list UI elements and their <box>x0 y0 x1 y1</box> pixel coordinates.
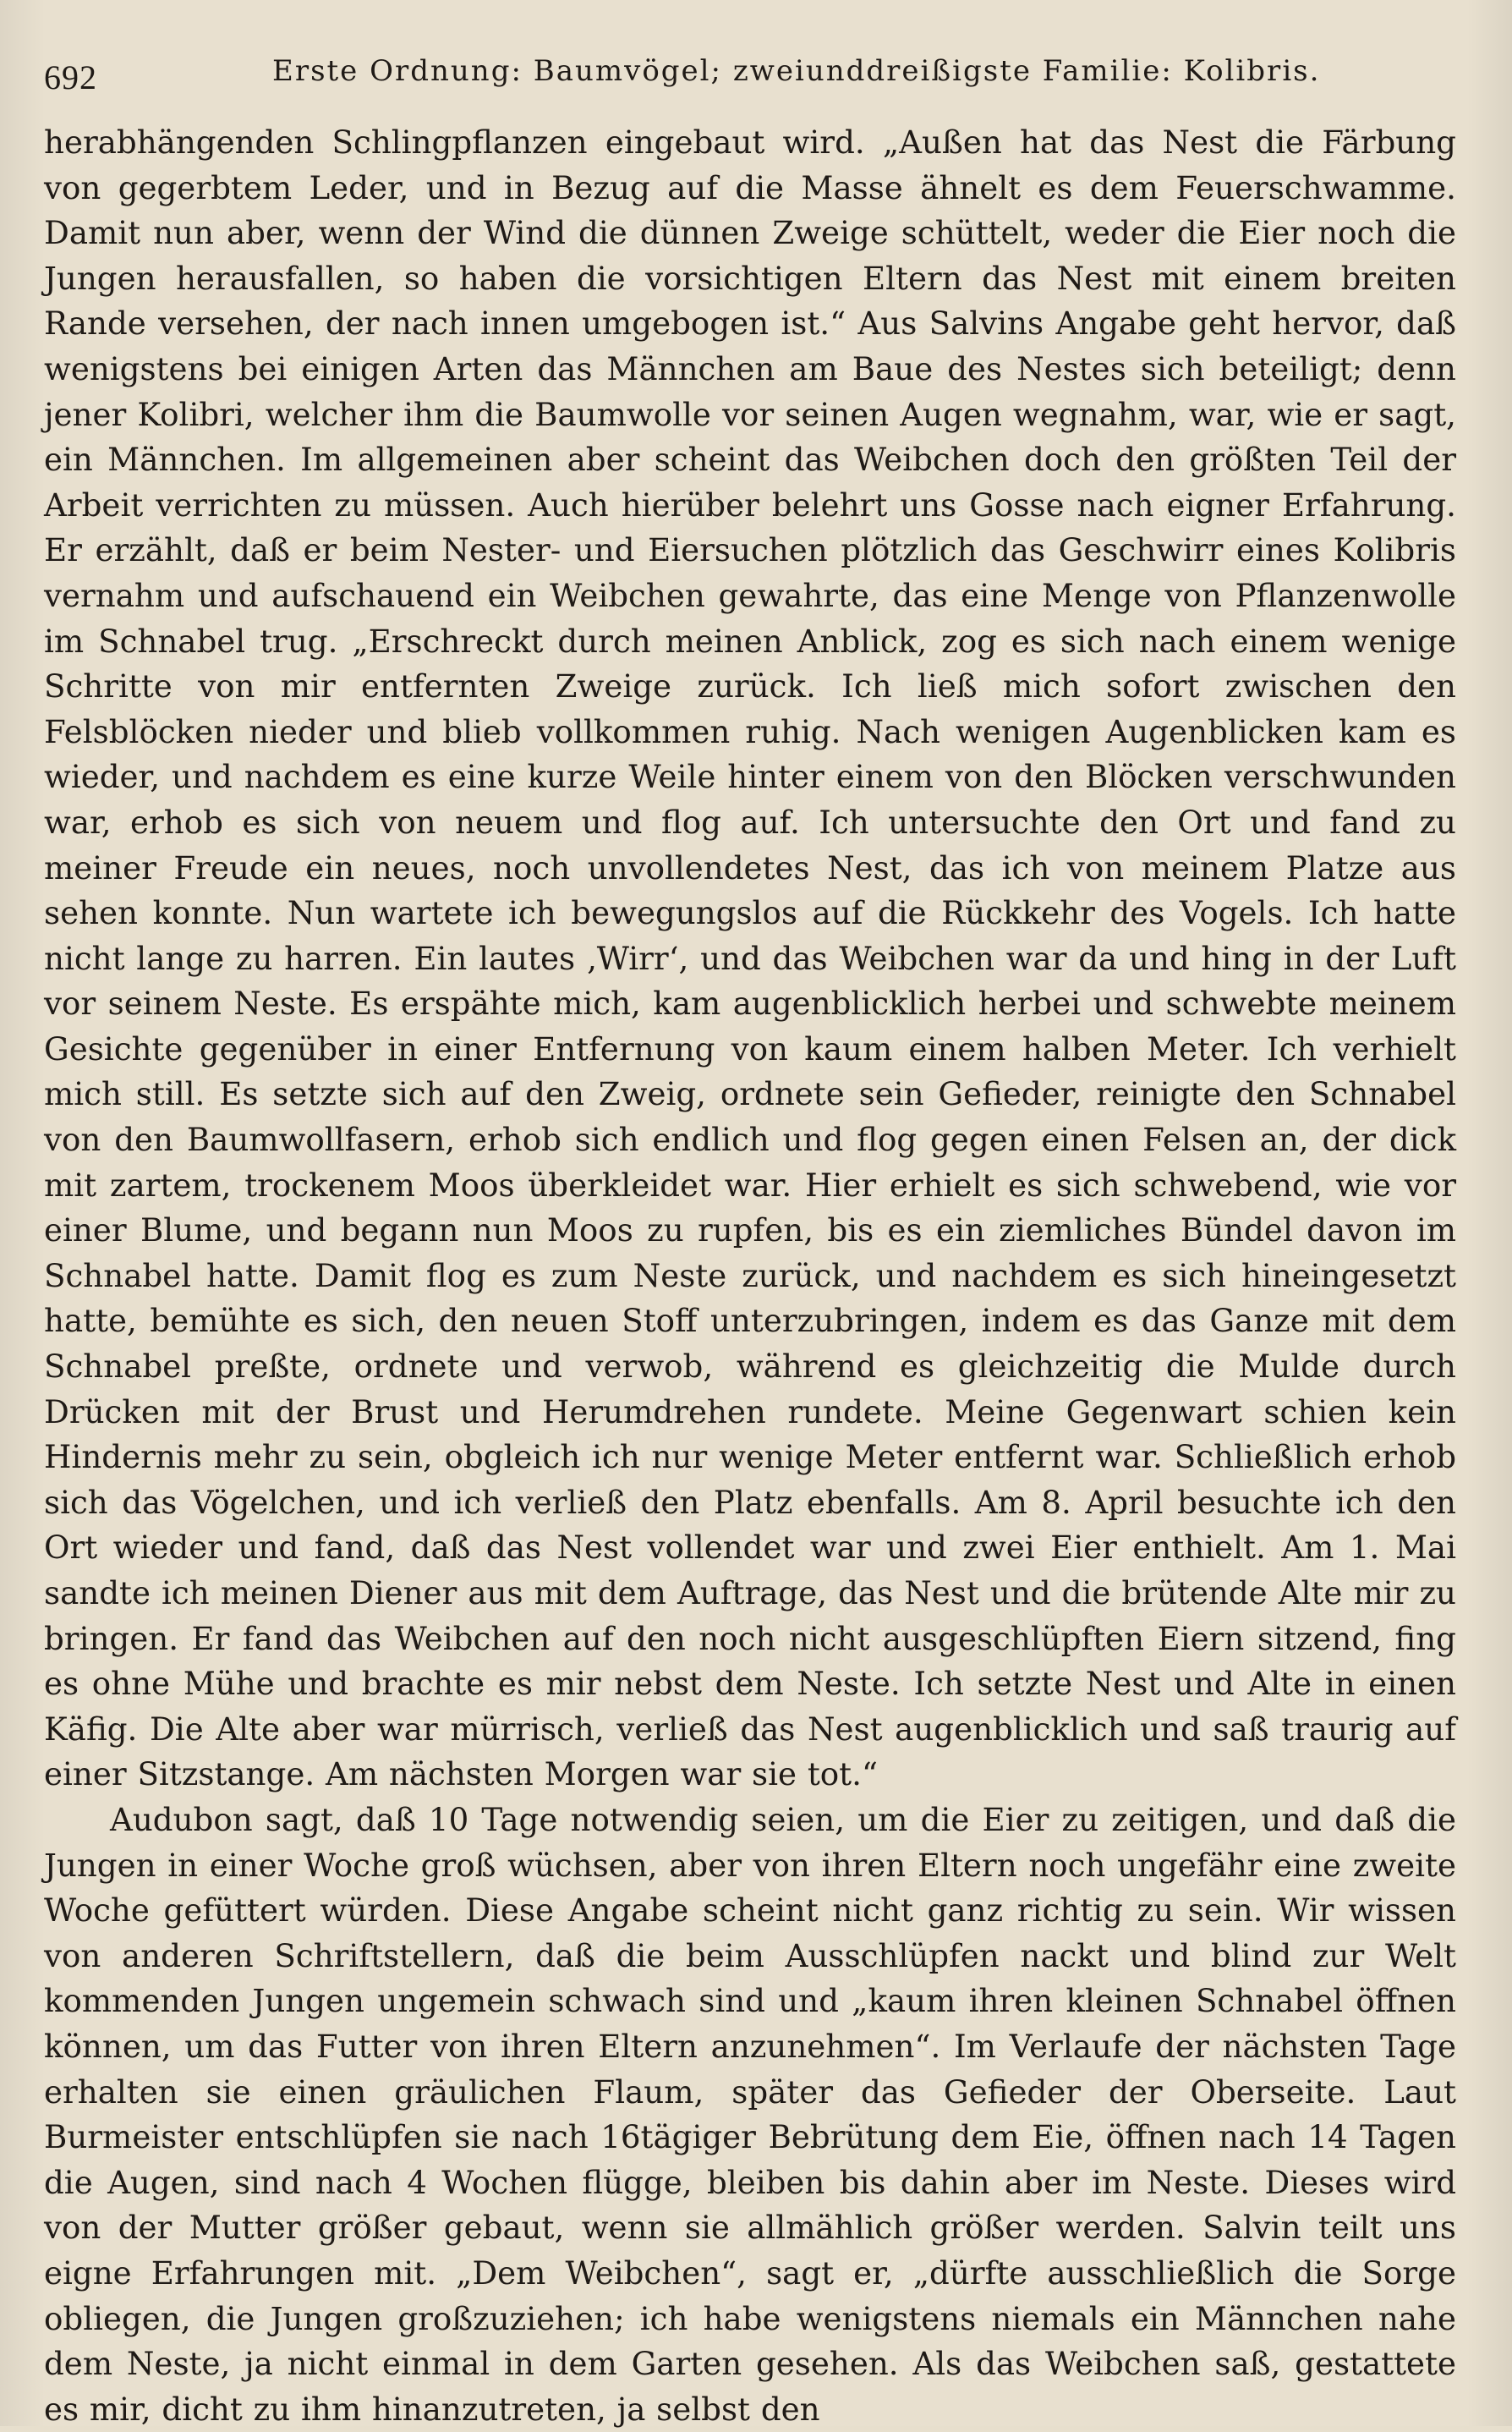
paragraph: herabhängenden Schlingpflanzen eingebaut wird. „Außen hat das Nest die Färbung von gegerbtem Leder, und in Bezug auf die Masse ähnelt es dem Feuerschwamme. Damit nun aber, wenn der Wind die dünnen Zweige schüttelt, weder die Eier noch die Jungen herausfallen, so haben die vorsichtigen Eltern das Nest mit einem breiten Rande versehen, der nach innen umgebogen ist.“ Aus Salvins Angabe geht hervor, daß wenigstens bei einigen Arten das Männchen am Baue des Nestes sich beteiligt; denn jener Kolibri, welcher ihm die Baumwolle vor seinen Augen wegnahm, war, wie er sagt, ein Männchen. Im allgemeinen aber scheint das Weibchen doch den größten Teil der Arbeit verrichten zu müssen. Auch hierüber belehrt uns Gosse nach eigner Erfahrung. Er erzählt, daß er beim Nester- und Eiersuchen plötzlich das Geschwirr eines Kolibris vernahm und aufschauend ein Weibchen gewahrte, das eine Menge von Pflanzenwolle im Schnabel trug. „Erschreckt durch meinen Anblick, zog es sich nach einem wenige Schritte von mir entfernten Zweige zurück. Ich ließ mich sofort zwischen den Felsblöcken nieder und blieb vollkommen ruhig. Nach wenigen Augenblicken kam es wieder, und nachdem es eine kurze Weile hinter einem von den Blöcken verschwunden war, erhob es sich von neuem und flog auf. Ich untersuchte den Ort und fand zu meiner Freude ein neues, noch unvollendetes Nest, das ich von meinem Platze aus sehen konnte. Nun wartete ich bewegungslos auf die Rückkehr des Vogels. Ich hatte nicht lange zu harren. Ein lautes ‚Wirr‘, und das Weibchen war da und hing in der Luft vor seinem Neste. Es erspähte mich, kam augenblicklich herbei und schwebte meinem Gesichte gegenüber in einer Entfernung von kaum einem halben Meter. Ich verhielt mich still. Es setzte sich auf den Zweig, ordnete sein Gefieder, reinigte den Schnabel von den Baumwollfasern, erhob sich endlich und flog gegen einen Felsen an, der dick mit zartem, trockenem Moos überkleidet war. Hier erhielt es sich schwebend, wie vor einer Blume, und begann nun Moos zu rupfen, bis es ein ziemliches Bündel davon im Schnabel hatte. Damit flog es zum Neste zurück, und nachdem es sich hineingesetzt hatte, bemühte es sich, den neuen Stoff unterzubringen, indem es das Ganze mit dem Schnabel preßte, ordnete und verwob, während es gleichzeitig die Mulde durch Drücken mit der Brust und Herumdrehen rundete. Meine Gegenwart schien kein Hindernis mehr zu sein, obgleich ich nur wenige Meter entfernt war. Schließlich erhob sich das Vögelchen, und ich verließ den Platz ebenfalls. Am 8. April besuchte ich den Ort wieder und fand, daß das Nest vollendet war und zwei Eier enthielt. Am 1. Mai sandte ich meinen Diener aus mit dem Auftrage, das Nest und die brütende Alte mir zu bringen. Er fand das Weibchen auf den noch nicht ausgeschlüpften Eiern sitzend, fing es ohne Mühe und brachte es mir nebst dem Neste. Ich setzte Nest und Alte in einen Käfig. Die Alte aber war mürrisch, verließ das Nest augenblicklich und saß traurig auf einer Sitzstange. Am nächsten Morgen war sie tot.“ <box>44 124 1456 1793</box>
running-title: Erste Ordnung: Baumvögel; zweiunddreißigste Familie: Kolibris. <box>272 54 1321 88</box>
page-number: 692 <box>44 58 97 96</box>
body-text <box>44 120 1456 2428</box>
paragraph: Audubon sagt, daß 10 Tage notwendig seien, um die Eier zu zeitigen, und daß die Jungen in einer Woche groß wüchsen, aber von ihren Eltern noch ungefähr eine zweite Woche gefüttert würden. Diese Angabe scheint nicht ganz richtig zu sein. Wir wissen von anderen Schriftstellern, daß die beim Ausschlüpfen nackt und blind zur Welt kommenden Jungen ungemein schwach sind und „kaum ihren kleinen Schnabel öffnen können, um das Futter von ihren Eltern anzunehmen“. Im Verlaufe der nächsten Tage erhalten sie einen gräulichen Flaum, später das Gefieder der Oberseite. Laut Burmeister entschlüpfen sie nach 16tägiger Bebrütung dem Eie, öffnen nach 14 Tagen die Augen, sind nach 4 Wochen flügge, bleiben bis dahin aber im Neste. Dieses wird von der Mutter größer gebaut, wenn sie allmählich größer werden. Salvin teilt uns eigne Erfahrungen mit. „Dem Weibchen“, sagt er, „dürfte ausschließlich die Sorge obliegen, die Jungen großzuziehen; ich habe wenigstens niemals ein Männchen nahe dem Neste, ja nicht einmal in dem Garten gesehen. Als das Weibchen saß, gestattete es mir, dicht zu ihm hinanzutreten, ja selbst den <box>44 1800 1456 2428</box>
running-head <box>44 47 1465 107</box>
